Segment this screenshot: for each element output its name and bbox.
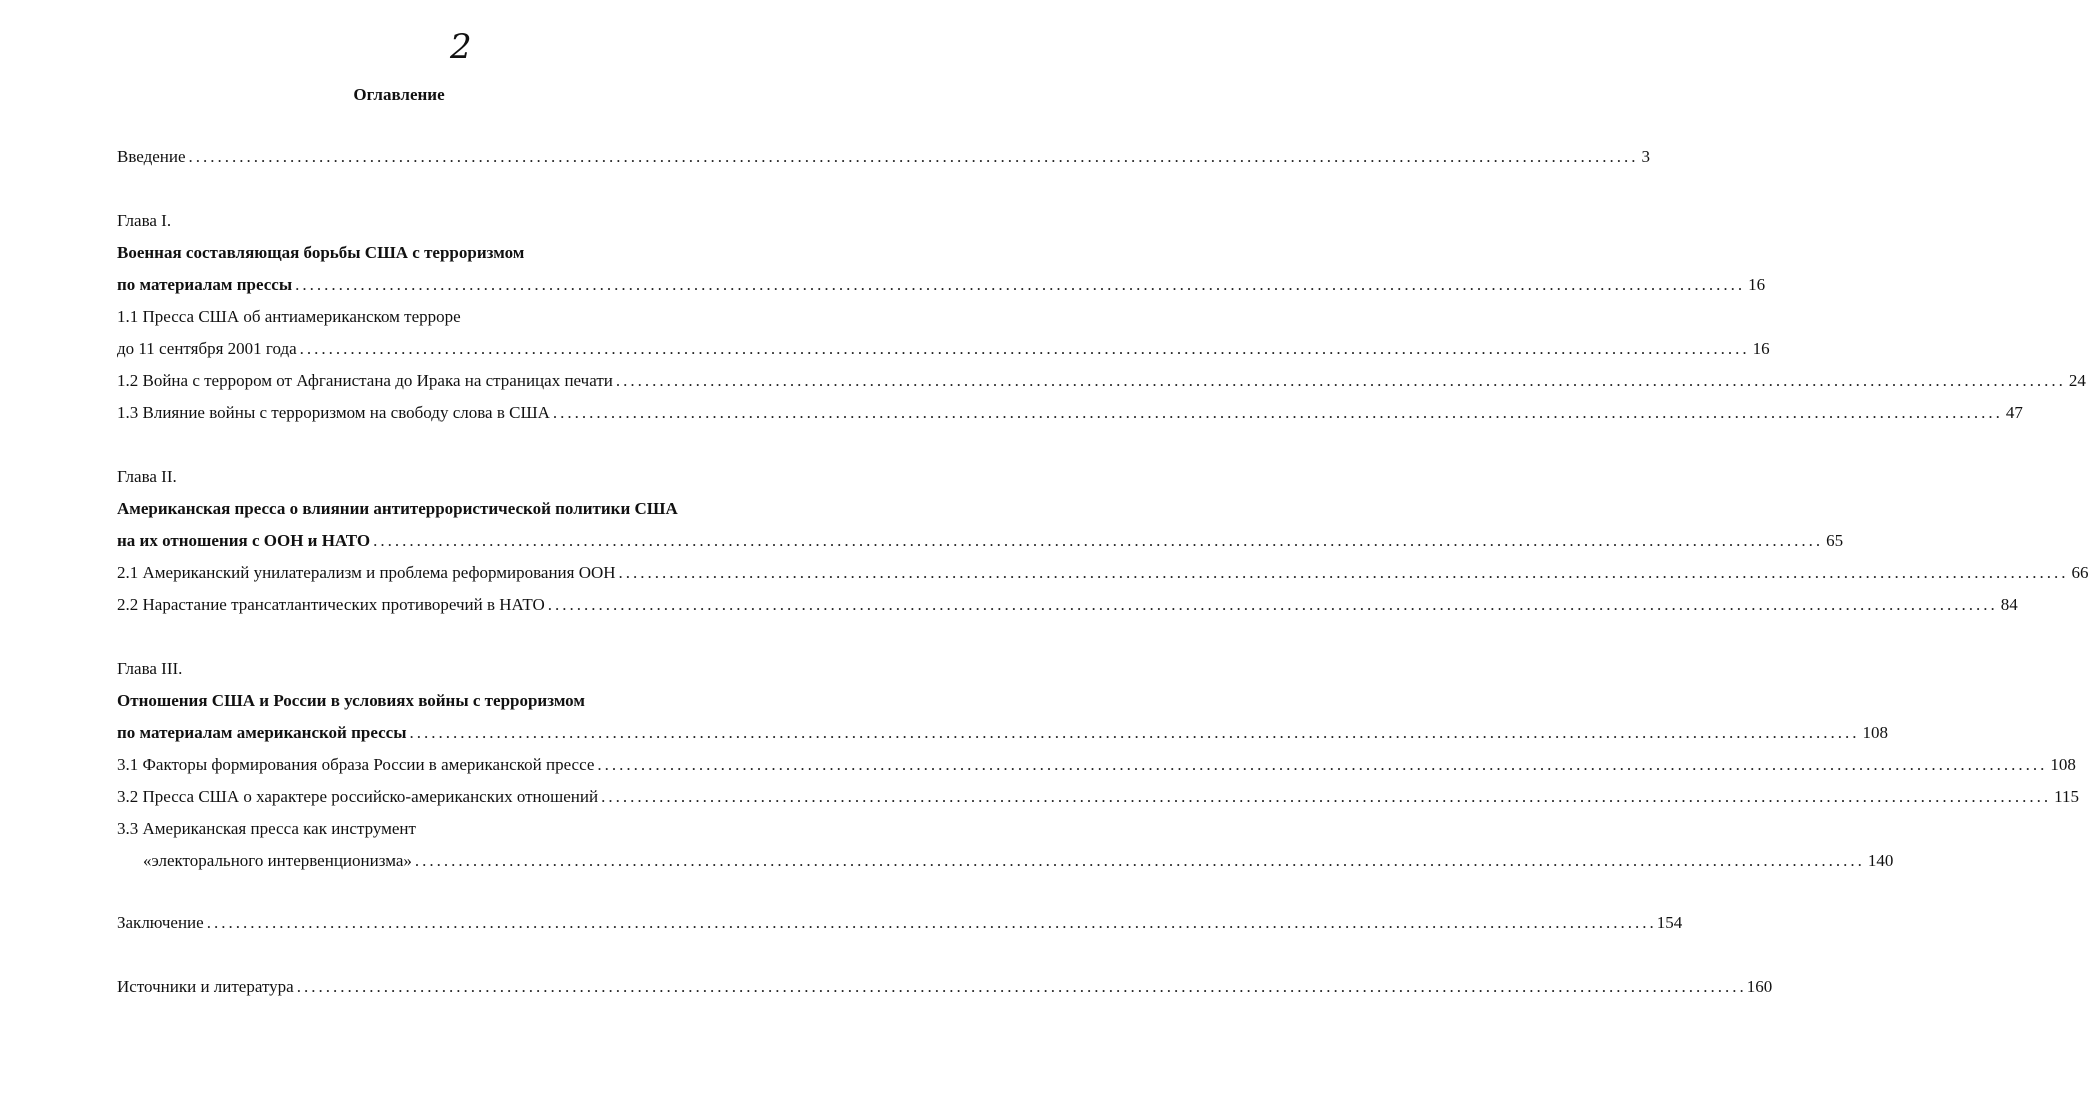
leader-dots: ........................................................................................................................................................................................................	[547, 595, 1998, 614]
entry-page: 16	[1748, 275, 1766, 294]
section-3-3-line1[interactable]: 3.3 Американская пресса как инструмент	[117, 819, 416, 838]
entry-label: по материалам прессы	[117, 275, 293, 294]
entry-label: Заключение	[117, 913, 204, 932]
entry-page: 115	[2054, 787, 2079, 806]
entry-page: 47	[2005, 403, 2023, 422]
entry-page: 140	[1867, 851, 1894, 870]
toc-entry-chapter1[interactable]	[117, 274, 1766, 296]
entry-page: 3	[1641, 147, 1651, 166]
toc-entry-3-3[interactable]	[143, 850, 1894, 872]
toc-entry-conclusion[interactable]	[117, 912, 1683, 934]
toc-entry-2-1[interactable]	[117, 562, 2089, 584]
entry-page: 154	[1656, 913, 1683, 932]
toc-entry-3-1[interactable]	[117, 754, 2076, 776]
leader-dots: ........................................................................................................................................................................................................	[601, 787, 2052, 806]
entry-page: 24	[2068, 371, 2086, 390]
entry-label: 3.2 Пресса США о характере российско-американских отношений	[117, 787, 599, 806]
leader-dots: ........................................................................................................................................................................................................	[597, 755, 2048, 774]
leader-dots: ........................................................................................................................................................................................................	[188, 147, 1639, 166]
chapter2-heading: Глава II.	[117, 467, 177, 486]
chapter1-title-line1[interactable]: Военная составляющая борьбы США с терроризмом	[117, 243, 525, 262]
entry-label: 1.3 Влияние войны с терроризмом на свободу слова в США	[117, 403, 550, 422]
entry-page: 108	[2050, 755, 2076, 774]
entry-label: 1.2 Война с террором от Афганистана до Ирака на страницах печати	[117, 371, 613, 390]
entry-page: 160	[1746, 977, 1773, 996]
leader-dots: ........................................................................................................................................................................................................	[206, 913, 1657, 932]
entry-label: до 11 сентября 2001 года	[117, 339, 297, 358]
handwritten-page-number: 2	[450, 27, 472, 67]
entry-label: Источники и литература	[117, 977, 294, 996]
entry-page: 66	[2071, 563, 2089, 582]
leader-dots: ........................................................................................................................................................................................................	[414, 851, 1865, 870]
chapter2-title-line1[interactable]: Американская пресса о влиянии антитеррористической политики США	[117, 499, 678, 518]
chapter1-heading: Глава I.	[117, 211, 172, 230]
leader-dots: ........................................................................................................................................................................................................	[296, 977, 1747, 996]
entry-label: «электорального интервенционизма»	[143, 851, 412, 870]
leader-dots: ........................................................................................................................................................................................................	[618, 563, 2069, 582]
entry-page: 65	[1826, 531, 1844, 550]
toc-entry-chapter2[interactable]	[117, 530, 1844, 552]
leader-dots: ........................................................................................................................................................................................................	[409, 723, 1860, 742]
toc-entry-1-1[interactable]	[117, 338, 1770, 360]
leader-dots: ........................................................................................................................................................................................................	[552, 403, 2003, 422]
entry-page: 108	[1862, 723, 1888, 742]
toc-entry-sources[interactable]	[117, 976, 1773, 998]
leader-dots: ........................................................................................................................................................................................................	[615, 371, 2066, 390]
chapter3-heading: Глава III.	[117, 659, 183, 678]
leader-dots: ........................................................................................................................................................................................................	[373, 531, 1824, 550]
toc-entry-1-2[interactable]	[117, 370, 2086, 392]
entry-page: 84	[2000, 595, 2018, 614]
entry-label: на их отношения с ООН и НАТО	[117, 531, 371, 550]
entry-label: 2.2 Нарастание трансатлантических противоречий в НАТО	[117, 595, 545, 614]
entry-label: 3.1 Факторы формирования образа России в американской прессе	[117, 755, 595, 774]
toc-entry-3-2[interactable]	[117, 786, 2079, 808]
entry-label: Введение	[117, 147, 186, 166]
toc-title: Оглавление	[353, 85, 445, 104]
toc-entry-2-2[interactable]	[117, 594, 2018, 616]
section-1-1-line1[interactable]: 1.1 Пресса США об антиамериканском терроре	[117, 307, 461, 326]
leader-dots: ........................................................................................................................................................................................................	[299, 339, 1750, 358]
toc-entry-chapter3[interactable]	[117, 722, 1888, 744]
entry-label: по материалам американской прессы	[117, 723, 407, 742]
entry-page: 16	[1752, 339, 1770, 358]
leader-dots: ........................................................................................................................................................................................................	[295, 275, 1746, 294]
toc-entry-1-3[interactable]	[117, 402, 2023, 424]
entry-label: 2.1 Американский унилатерализм и проблема реформирования ООН	[117, 563, 616, 582]
chapter3-title-line1[interactable]: Отношения США и России в условиях войны с терроризмом	[117, 691, 585, 710]
toc-entry-introduction[interactable]	[117, 146, 1651, 168]
